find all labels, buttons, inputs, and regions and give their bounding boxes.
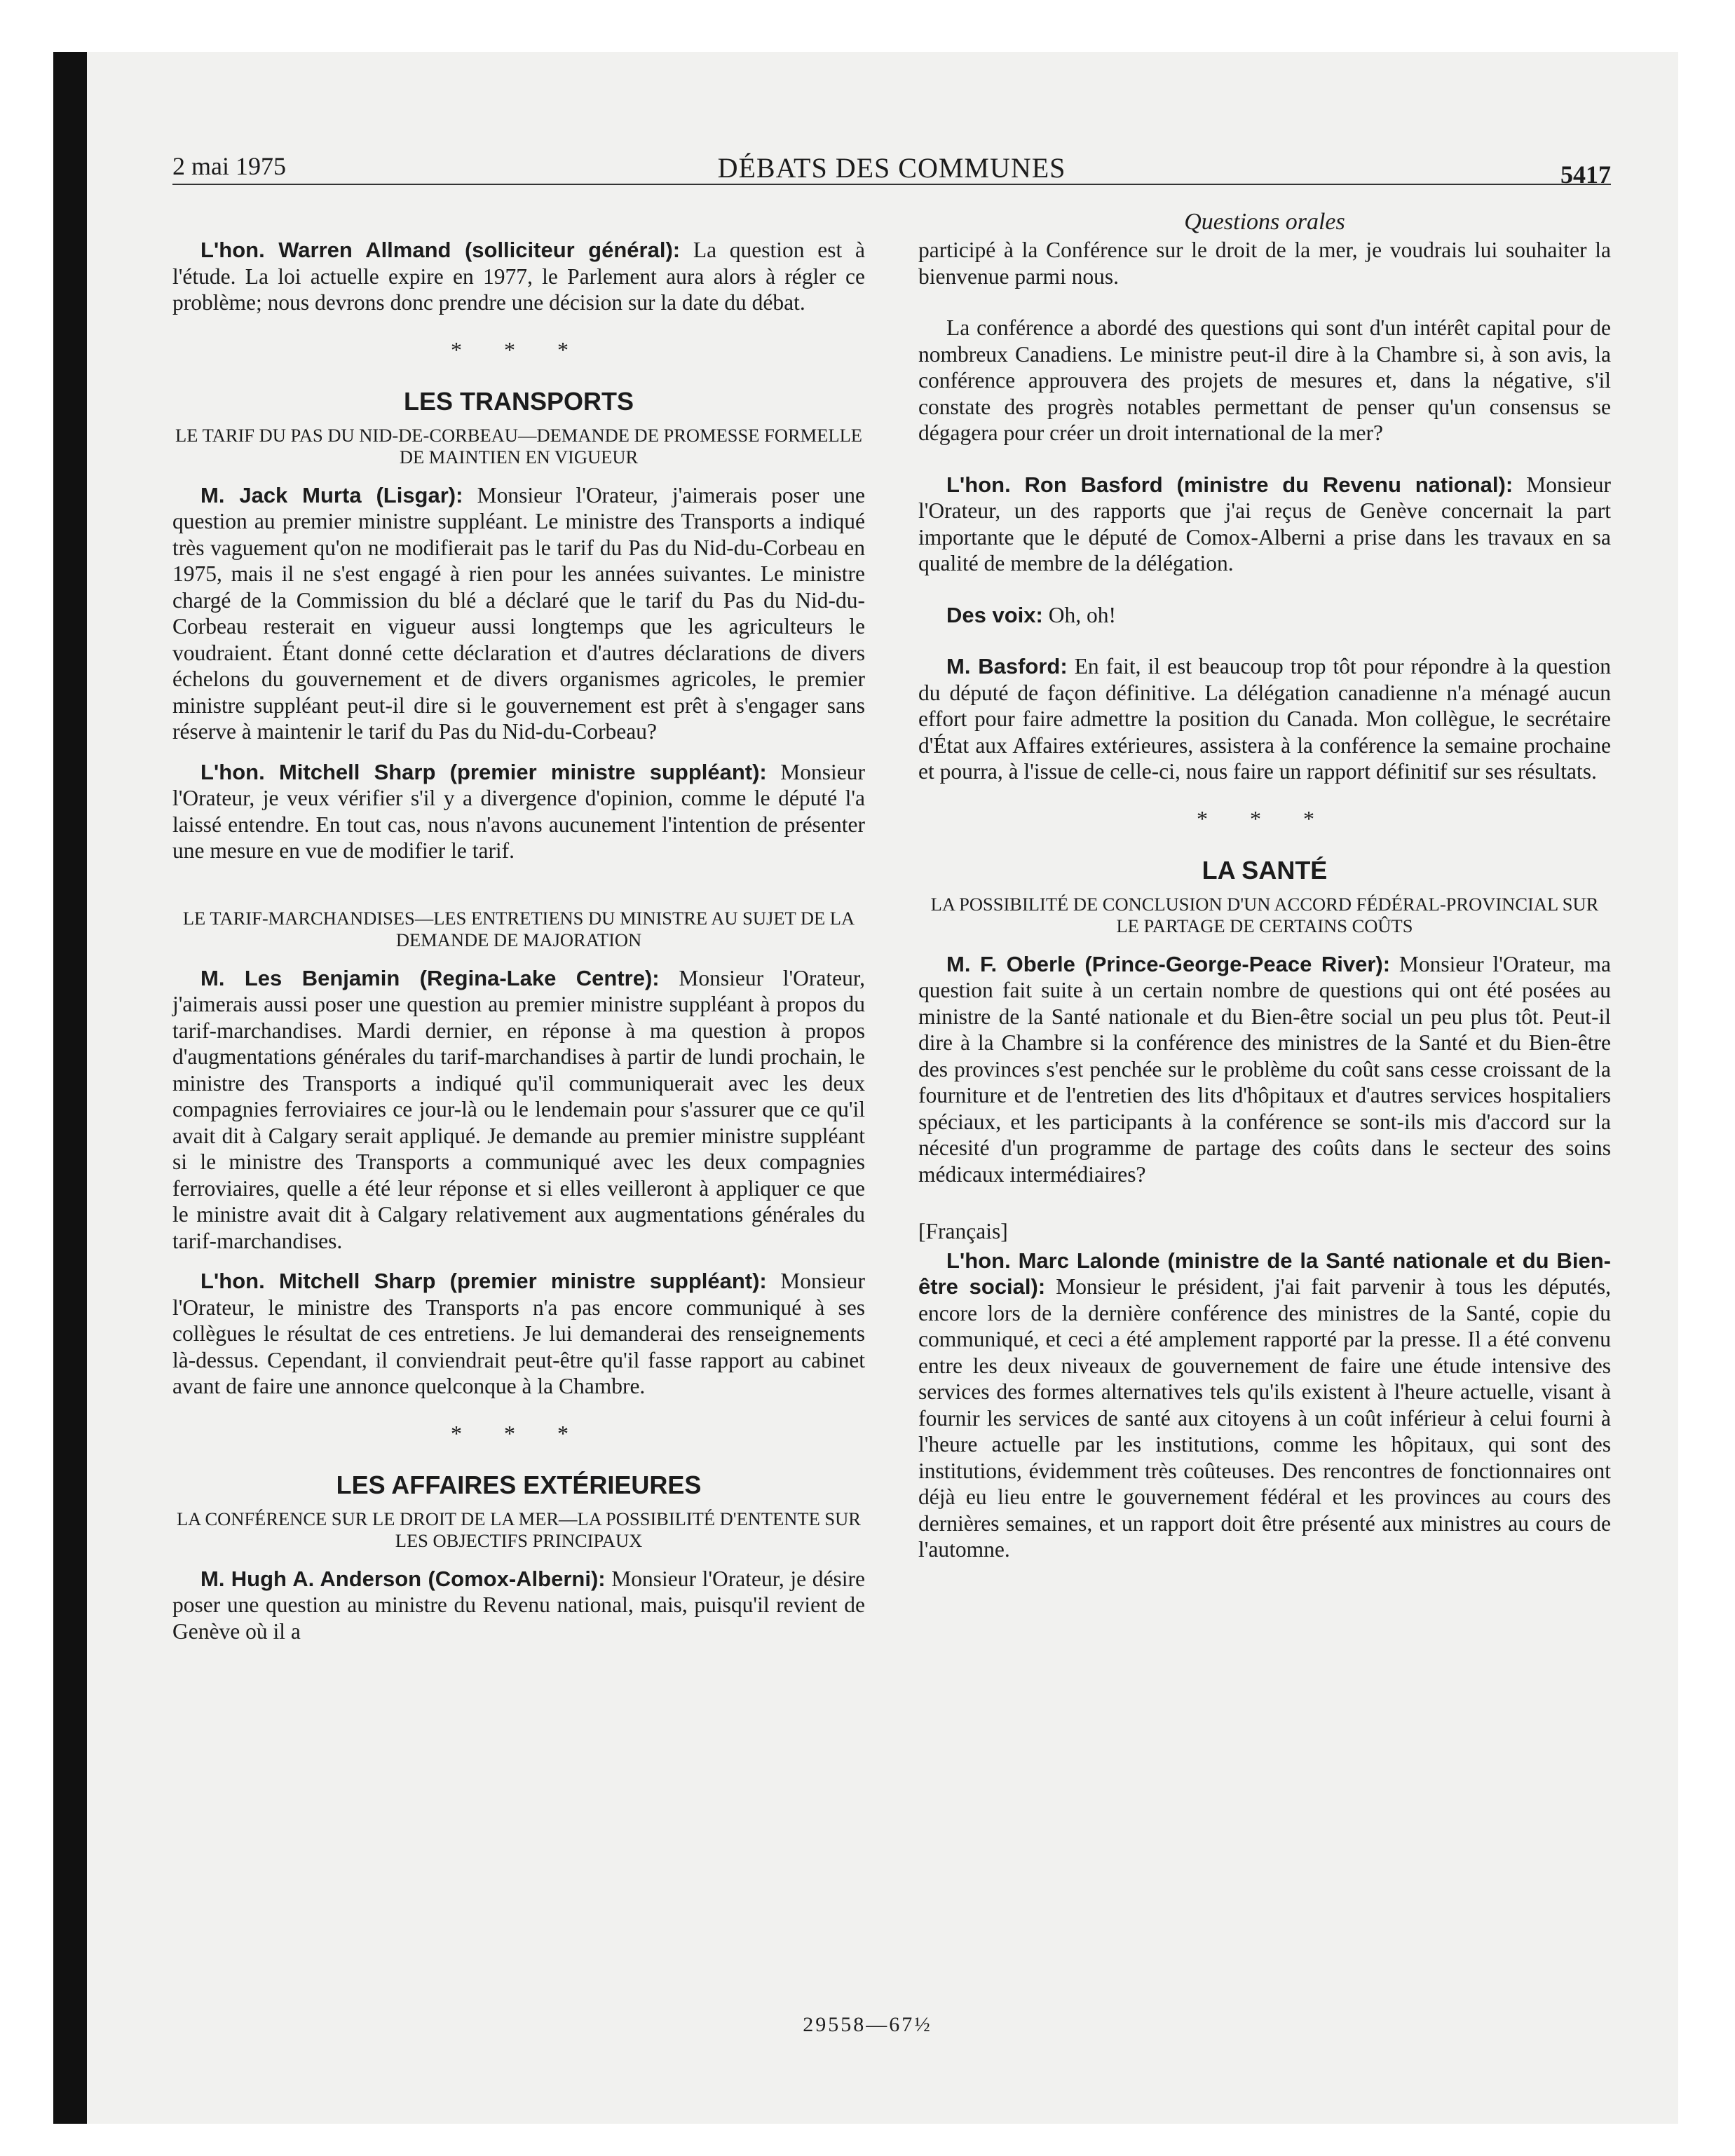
speaker-name: M. Hugh A. Anderson (Comox-Alberni):: [200, 1566, 606, 1591]
running-head: Questions orales: [1184, 209, 1345, 235]
header-rule: [172, 184, 1611, 185]
speech-text: Monsieur l'Orateur, j'aimerais poser une question au premier ministre suppléant. Le ministre des Transports a indiqué très vaguement qu'on ne modifierait pas le tarif du Pas du Nid-du-Corbeau en 1975, mais il ne s'est engagé à rien pour les années suivantes. Le ministre chargé de la Commission du blé a déclaré que le tarif du Pas du Nid-du-Corbeau resterait en vigueur aussi longtemps que les agriculteurs le voudraient. Étant donné cette déclaration et d'autres déclarations de divers échelons du gouvernement et de divers organismes agricoles, le premier ministre suppléant peut-il dire si le gouvernement est prêt à s'engager sans réserve à maintenir le tarif du Pas du Nid-du-Corbeau?: [172, 482, 866, 744]
subsection-heading: LA CONFÉRENCE SUR LE DROIT DE LA MER—LA POSSIBILITÉ D'ENTENTE SUR LES OBJECTIFS PRINCIPAUX: [177, 1508, 861, 1551]
paragraph: [172, 759, 865, 864]
subsection-heading: LA POSSIBILITÉ DE CONCLUSION D'UN ACCORD FÉDÉRAL-PROVINCIAL SUR LE PARTAGE DE CERTAINS COÛTS: [930, 893, 1599, 936]
paragraph: La conférence a abordé des questions qui sont d'un intérêt capital pour de nombreux Canadiens. Le ministre peut-il dire à la Chambre si, à son avis, la conférence approuvera des projets de mesures et, dans la négative, s'il constate des progrès notables permettant de penser qu'un consensus se dégagera pour créer un droit international de la mer?: [918, 315, 1611, 445]
header-title: DÉBATS DES COMMUNES: [717, 152, 1066, 184]
section-separator: * * *: [451, 1420, 587, 1446]
speaker-name: L'hon. Ron Basford (ministre du Revenu national):: [946, 472, 1513, 497]
right-column: [918, 237, 1611, 1563]
scan-edge-strip: [53, 52, 87, 2124]
paragraph: [918, 653, 1611, 785]
speech-text: Monsieur l'Orateur, le ministre des Transports n'a pas encore communiqué à ses collègues le résultat de ces entretiens. Je lui demanderai des renseignements là-dessus. Cependant, il conviendrait peut-être qu'il fasse rapport au cabinet avant de faire une annonce quelconque à la Chambre.: [172, 1269, 865, 1398]
paragraph: [918, 951, 1611, 1188]
section-heading: LES TRANSPORTS: [403, 387, 634, 416]
speech-text: En fait, il est beaucoup trop tôt pour répondre à la question du député de façon définitive. La délégation canadienne n'a ménagé aucun effort pour faire admettre la position du Canada. Mon collègue, le secrétaire d'État aux Affaires extérieures, assistera à la conférence la semaine prochaine et pourra, à l'issue de celle-ci, nous faire un rapport définitif sur ses résultats.: [918, 654, 1611, 784]
section-separator: * * *: [451, 336, 587, 362]
paragraph: [918, 1248, 1611, 1563]
speech-text: Monsieur l'Orateur, un des rapports que j'ai reçus de Genève concernait la part importante que le député de Comox-Alberni a prise dans les travaux en sa qualité de membre de la délégation.: [918, 472, 1611, 575]
speaker-name: M. Les Benjamin (Regina-Lake Centre):: [200, 965, 660, 990]
speaker-name: L'hon. Mitchell Sharp (premier ministre suppléant):: [200, 1269, 767, 1293]
paragraph: [172, 1268, 865, 1400]
speech-text: Oh, oh!: [1042, 602, 1116, 627]
paragraph: [172, 965, 865, 1255]
paragraph: [172, 482, 865, 745]
speaker-name: Des voix:: [946, 602, 1043, 627]
speaker-name: L'hon. Warren Allmand (solliciteur général):: [200, 238, 681, 262]
speaker-name: M. F. Oberle (Prince-George-Peace River):: [946, 951, 1391, 976]
paragraph: [918, 472, 1611, 577]
speech-text: Monsieur le président, j'ai fait parvenir à tous les députés, encore lors de la dernière conférence des ministres de la Santé, copie du communiqué, et ceci a été amplement rapporté par la presse. Il a été convenu entre les deux niveaux de gouvernement de faire une étude intensive des services des formes alternatives tels qu'ils existent à l'heure actuelle, visant à fournir les services de santé aux citoyens à un coût inférieur à celui fourni à l'heure actuelle par les institutions, comme les hôpitaux, qui sont des institutions, évidemment très coûteuses. Des rencontres de fonctionnaires ont déjà eu lieu entre le gouvernement fédéral et les provinces au cours des dernières semaines, et un rapport doit être présenté aux ministres au cours de l'automne.: [918, 1274, 1611, 1562]
language-marker: [Français]: [918, 1219, 1008, 1243]
footer-code: 29558—67½: [803, 2013, 932, 2036]
section-separator: * * *: [1197, 805, 1333, 831]
left-column: [172, 237, 865, 1644]
paragraph: [918, 602, 1611, 629]
speaker-name: M. Jack Murta (Lisgar):: [200, 482, 463, 507]
paragraph: [172, 1566, 865, 1645]
subsection-heading: LE TARIF-MARCHANDISES—LES ENTRETIENS DU MINISTRE AU SUJET DE LA DEMANDE DE MAJORATION: [182, 907, 855, 950]
speech-text: Monsieur l'Orateur, ma question fait suite à un certain nombre de questions qui ont été posées au ministre de la Santé nationale et du Bien-être social un peu plus tôt. Peut-il dire à la Chambre si la conférence des ministres de la Santé et du Bien-être des provinces s'est penchée sur le problème du coût sans cesse croissant de la fourniture et de l'entretien des lits d'hôpitaux et d'autres services hospitaliers spéciaux, et les participants à la conférence se sont-ils mis d'accord sur la nécesité d'un programme de partage des coûts dans le secteur des soins médicaux intermédiaires?: [918, 951, 1611, 1187]
section-heading: LES AFFAIRES EXTÉRIEURES: [336, 1471, 702, 1499]
speaker-name: L'hon. Mitchell Sharp (premier ministre suppléant):: [200, 759, 767, 784]
speaker-name: M. Basford:: [946, 654, 1068, 678]
subsection-heading: LE TARIF DU PAS DU NID-DE-CORBEAU—DEMANDE DE PROMESSE FORMELLE DE MAINTIEN EN VIGUEUR: [175, 424, 862, 468]
header-date: 2 mai 1975: [172, 152, 286, 180]
page-number: 5417: [1560, 161, 1611, 189]
speech-text: Monsieur l'Orateur, je veux vérifier s'il y a divergence d'opinion, comme le député l'a laissé entendre. En tout cas, nous n'avons aucunement l'intention de présenter une mesure en vue de modifier le tarif.: [172, 759, 865, 863]
paragraph: [172, 237, 865, 316]
speech-text: Monsieur l'Orateur, je désire poser une question au ministre du Revenu national, mais, puisqu'il revient de Genève où il a: [172, 1566, 865, 1644]
section-heading: LA SANTÉ: [1202, 856, 1328, 885]
paragraph: participé à la Conférence sur le droit de la mer, je voudrais lui souhaiter la bienvenue parmi nous.: [918, 238, 1611, 289]
speech-text: La question est à l'étude. La loi actuelle expire en 1977, le Parlement aura alors à régler ce problème; nous devrons donc prendre une décision sur la date du débat.: [172, 238, 865, 315]
speaker-name: L'hon. Marc Lalonde (ministre de la Santé nationale et du Bien-être social):: [918, 1248, 1611, 1299]
speech-text: Monsieur l'Orateur, j'aimerais aussi poser une question au premier ministre suppléant à propos du tarif-marchandises. Mardi dernier, en réponse à ma question à propos d'augmentations générales du tarif-marchandises à partir de lundi prochain, le ministre des Transports a indiqué qu'il communiquerait avec les deux compagnies ferroviaires ce jour-là ou le lendemain pour s'assurer que ce qu'il avait dit à Calgary serait appliqué. Je demande au premier ministre suppléant si le ministre des Transports a communiqué avec les deux compagnies ferroviaires, quelle a été leur réponse et si elles veilleront à appliquer ce que le ministre avait dit à Calgary relativement aux augmentations générales du tarif-marchandises.: [172, 965, 865, 1253]
page-header: [172, 147, 1611, 189]
